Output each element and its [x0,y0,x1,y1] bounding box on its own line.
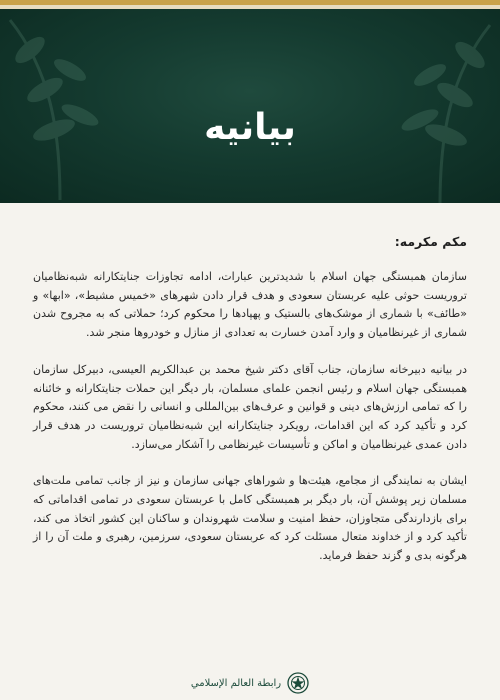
page-title: بیانیه [204,107,296,148]
gold-strip [0,5,500,9]
letter-greeting: مکم مکرمه: [394,234,467,249]
leaf-decoration-icon [0,10,130,200]
organization-name: رابطة العالم الإسلامي [190,677,282,689]
league-emblem-icon [287,672,309,694]
letter-body [33,232,467,584]
paragraph: در بیانیه دبیرخانه سازمان، جناب آقای دکتر شیخ محمد بن عبدالکریم العیسی، دبیرکل سازمان همبستگی جهان اسلام و رئیس انجمن علمای مسلمان، بار دیگر این حملات جنایتکارانه و خائنانه را که تمامی ارزش‌های دینی و قوانین و عرف‌های بین‌المللی و انسانی را نقض می کنند، محکوم کرد و تأکید کرد که این اقدامات، رویکرد جنایتکارانه این شبه‌نظامیان تروریست در هدف قرار دادن عمدی غیرنظامیان و اماکن و تأسیسات غیرنظامی را آشکار می‌سازد. [33,362,467,451]
paragraph: ایشان به نمایندگی از مجامع، هیئت‌ها و شوراهای جهانی سازمان و نیز از جانب تمامی ملت‌های مسلمان زیر پوشش آن، بار دیگر بر همبستگی کامل با عربستان سعودی در تمامی اقداماتی که برای بازدارندگی متجاوزان، حفظ امنیت و سلامت شهروندان و ساکنان این کشور اتخاذ می کند، تأکید کرد و از خداوند متعال مسئلت کرد که عربستان سعودی، سرزمین، رهبری و ملت آن را از هرگونه بدی و گزند حفظ فرماید. [33,474,467,563]
header-banner [0,0,500,203]
footer-logo [0,670,500,696]
paragraph: سازمان همبستگی جهان اسلام با شدیدترین عبارات، ادامه تجاوزات جنایتکارانه شبه‌نظامیان تروریست حوثی علیه عربستان سعودی و هدف قرار دادن شهرهای «خمیس مشیط»، «ابها» و «طائف» با شماری از موشک‌های بالستیک و پهپادها را محکوم کرد؛ حملاتی که به مجروح شدن شماری از غیرنظامیان و وارد آمدن خسارت به تعدادی از منازل و خودروها منجر شد. [33,270,467,340]
